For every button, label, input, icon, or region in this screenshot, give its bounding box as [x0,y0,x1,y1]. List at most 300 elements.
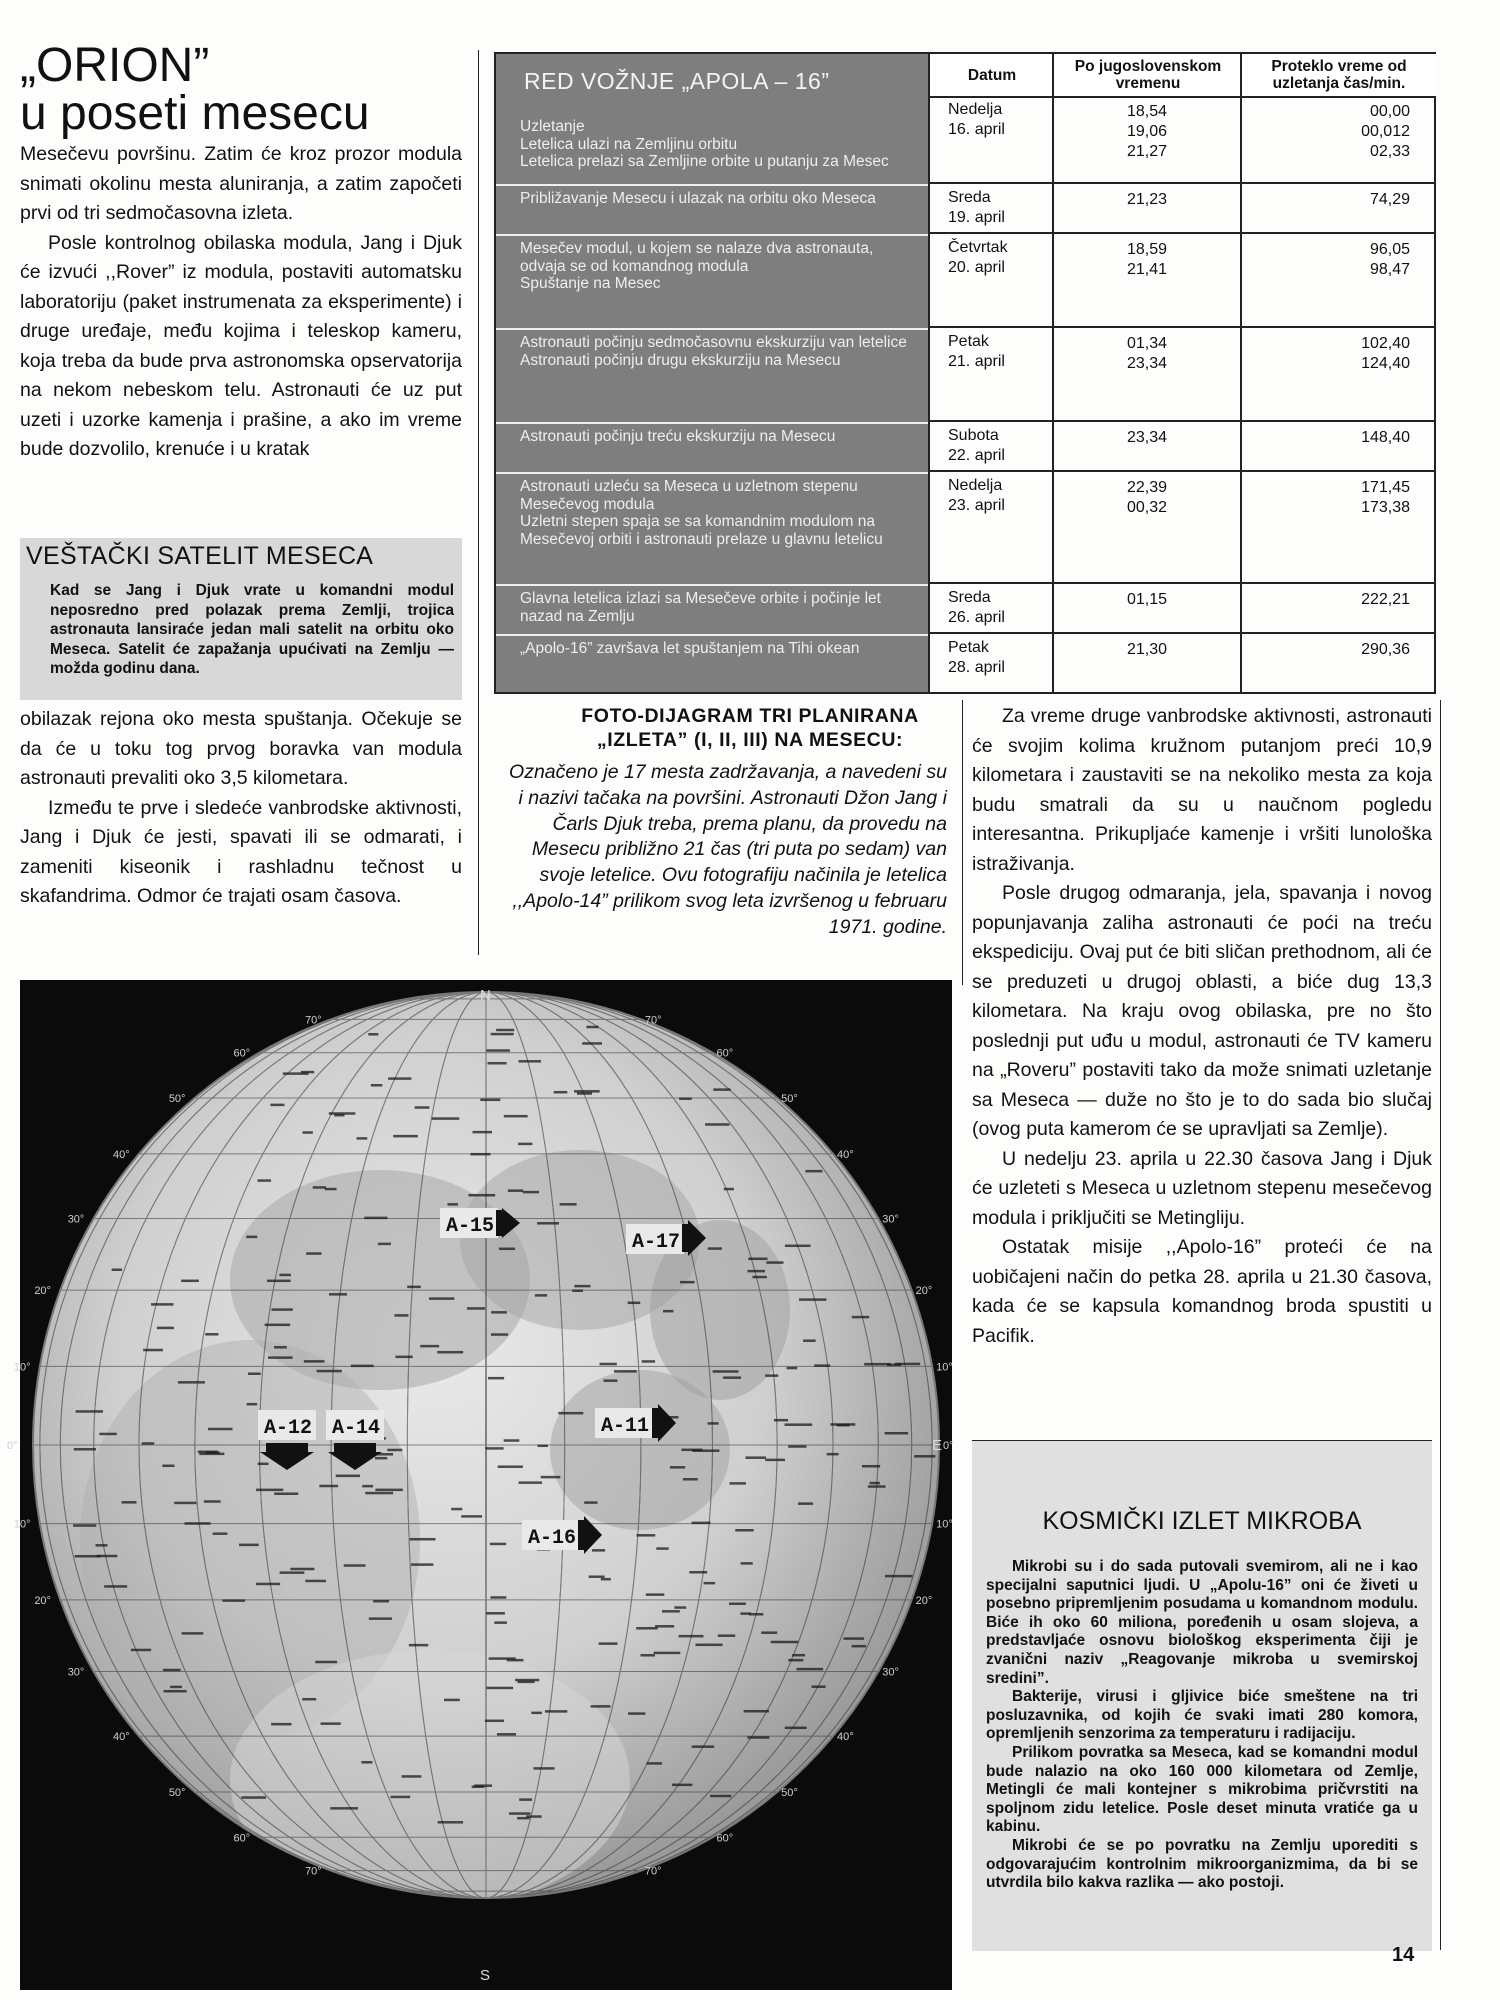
latitude-label: 40° [837,1148,854,1161]
landmark-mark [182,1632,204,1635]
landmark-mark [771,1641,799,1644]
landmark-mark [640,1654,655,1657]
landmark-mark [674,1606,686,1609]
landmark-mark [663,1310,673,1313]
landmark-mark [279,1274,291,1277]
latitude-label: 70° [644,1014,662,1027]
landmark-mark [315,1661,337,1664]
landmark-mark [470,1153,490,1156]
landmark-mark [248,1372,261,1375]
landmark-mark [655,1625,674,1628]
satellite-sidebar [20,538,462,700]
landmark-mark [692,1449,719,1452]
landmark-mark [792,1654,805,1657]
landmark-mark [614,1370,637,1373]
paragraph: Mesečevu površinu. Zatim će kroz prozor modula snimati okolinu mesta aluniranja, a zatim započeti prvi od tri sedmočasovna izleta. [20,143,462,224]
header-yu-time: Po jugoslovenskom vremenu [1052,54,1242,98]
landmark-mark [490,1543,506,1546]
landmark-mark [258,1179,271,1182]
landmark-mark [724,1188,734,1191]
landmark-mark [740,1612,751,1615]
landmark-mark [487,1049,510,1052]
landmark-mark [371,1084,383,1087]
landmark-mark [646,1593,665,1596]
landmark-mark [432,1117,459,1120]
landmark-mark [373,1600,389,1603]
paragraph: Bakterije, virusi i gljivice biće smeštene na tri posluzavnika, od kojih će svaki imati 280 komora, opremljenih senzorima za temperaturu i radijaciju. [986,1688,1418,1743]
landmark-mark [387,1449,402,1452]
date-cell: Petak 21. april [928,328,1052,422]
landmark-mark [290,1568,314,1571]
landmark-mark [796,1668,823,1671]
landmark-mark [143,1349,163,1352]
landmark-mark [407,1286,421,1289]
landmark-mark [519,1481,542,1484]
latitude-label: 50° [781,1787,798,1800]
column-rule [478,50,479,955]
landmark-mark [785,1245,811,1248]
landmark-mark [695,1644,722,1647]
landmark-mark [745,1456,766,1459]
landmark-mark [705,1123,729,1126]
landmark-mark [205,1333,218,1336]
event-column [496,54,928,692]
event-text: Približavanje Mesecu i ulazak na orbitu oko Meseca [520,190,876,207]
landmark-mark [491,1033,514,1036]
time-cell: 18,54 19,06 21,27 [1052,96,1240,184]
landmark-mark [766,1261,783,1264]
article-title [20,39,480,140]
latitude-label: 60° [233,1832,251,1845]
site-label: A-12 [264,1417,313,1440]
landmark-mark [222,1599,245,1602]
landmark-mark [361,1761,372,1764]
event-text: Astronauti uzleću sa Meseca u uzletnom stepenu Mesečevog modula Uzletni stepen spaja se sa komandnim modulom na Mesečevoj orbiti i astronauti prelaze u glavnu letelicu [520,478,883,548]
landmark-mark [468,1194,495,1197]
latitude-label: 20° [915,1594,933,1607]
landmark-mark [599,1642,618,1645]
latitude-label: 30° [882,1666,899,1679]
landmark-mark [504,1439,520,1442]
landmark-mark [461,1515,482,1518]
landmark-mark [885,1575,912,1578]
landmark-mark [267,1280,291,1283]
event-text: „Apolo-16” završava let spuštanjem na Tihi okean [520,640,860,657]
latitude-label: 50° [168,1787,186,1800]
latitude-label: 20° [34,1594,51,1607]
landmark-mark [582,1042,602,1045]
landmark-mark [362,1485,373,1488]
landmark-mark [415,1106,430,1109]
landmark-mark [765,1374,778,1377]
time-cell: 01,34 23,34 [1052,328,1240,422]
paragraph: Za vreme druge vanbrodske aktivnosti, astronauti će svojim kolima kružnom putanjom preći 10,9 kilometara i zaustaviti se na nekoliko mesta za koja budu smatrali da su u naučnom pogledu interesantna. Prikupljaće kamenje i vršiti lunološka istraživanja. [972,705,1432,875]
landmark-mark [837,1424,850,1427]
landmark-mark [76,1410,103,1413]
latitude-label: 30° [882,1213,899,1226]
landmark-mark [329,1293,347,1296]
page-number: 14 [1392,1944,1415,1966]
landmark-mark [642,1360,655,1363]
landmark-mark [843,1637,864,1640]
paragraph: Posle kontrolnog obilaska modula, Jang i Djuk će izvući ,,Rover” iz modula, postaviti automatsku laboratoriju (paket instrumenata za eksperimente) i druge uređaje, među kojima i teleskop kameru, koja treba da bude prva astronomska opservatorija na nekom nebeskom telu. Astronauti će uz put uzeti i uzorke kamenja i prašine, a ako im vreme bude dozvolilo, krenuće i u kratak [20,231,462,460]
landmark-mark [388,1077,411,1080]
landmark-mark [799,1298,826,1301]
landmark-mark [480,1099,500,1102]
schedule-event [496,472,928,586]
column-1-text [20,140,462,465]
elapsed-cell: 00,00 00,012 02,33 [1240,96,1434,184]
site-label: A-16 [528,1527,577,1550]
landmark-mark [157,1327,174,1330]
landmark-mark [369,1617,392,1620]
latitude-label: 70° [305,1014,322,1027]
schedule-event [496,634,928,694]
event-text: Uzletanje Letelica ulazi na Zemljinu orbitu Letelica prelazi sa Zemljine orbite u putanju za Mesec [520,118,889,170]
landmark-mark [713,1370,739,1373]
elapsed-cell: 74,29 [1240,184,1434,234]
microbe-sidebar [972,1440,1432,1951]
landmark-mark [271,1723,291,1726]
landmark-mark [213,1532,228,1535]
landmark-mark [122,1501,137,1504]
landmark-mark [394,1314,408,1317]
landmark-mark [420,1345,439,1348]
time-cell: 21,30 [1052,634,1240,692]
landmark-mark [526,1815,541,1818]
paragraph: Mikrobi su i do sada putovali svemirom, ali ne i kao specijalni saputnici ljudi. U „Apolu-16” oni će živeti u posebno pripremljenim posudama u komandnom modulu. Biće ih oko 60 miliona, poređenih u osam slojeva, a predstavljaće osnovu biološkog eksperimenta čiji je zvanični naziv „Reagovanje mikroba u svemirskoj sredini”. [986,1558,1418,1687]
landmark-mark [375,1489,403,1492]
landmark-mark [411,1563,433,1566]
landmark-mark [438,1821,463,1824]
landmark-mark [256,1489,283,1492]
landmark-mark [395,1356,412,1359]
landmark-mark [104,1585,127,1588]
landmark-mark [491,1333,508,1336]
landmark-mark [604,1379,618,1382]
landmark-mark [270,1104,284,1107]
landmark-mark [185,1522,211,1525]
time-cell: 21,23 [1052,184,1240,234]
landmark-mark [325,1188,337,1191]
landmark-mark [814,1364,830,1367]
landmark-mark [518,1681,535,1684]
landmark-mark [142,1442,155,1445]
landmark-mark [375,1457,387,1460]
title-line-2: u poseti mesecu [20,87,370,140]
landmark-mark [689,1571,707,1574]
landmark-mark [258,1463,269,1466]
landmark-mark [535,1294,547,1297]
landmark-mark [729,1603,746,1606]
landmark-mark [181,1280,199,1283]
paragraph: Ostatak misije ,,Apolo-16” proteći će na uobičajeni način do petka 28. aprila u 21.30 časova, kada će se kapsula komandnog broda spustiti u Pacifik. [972,1236,1432,1347]
landmark-mark [131,1649,151,1652]
date-cell: Subota 22. april [928,422,1052,472]
landmark-mark [560,1203,577,1206]
latitude-label: 10° [13,1518,31,1531]
landmark-mark [162,1465,174,1468]
landmark-mark [268,1356,293,1359]
event-text: Astronauti počinju treću ekskurziju na Mesecu [520,428,836,445]
latitude-label: 40° [112,1148,130,1161]
column-3-text [972,702,1432,1351]
latitude-label: 60° [716,1832,734,1845]
latitude-label: 10° [936,1518,953,1531]
landmark-mark [391,1796,411,1799]
landmark-mark [357,1137,368,1140]
landmark-mark [679,1635,704,1638]
landmark-mark [852,1645,866,1648]
landmark-mark [393,1135,418,1138]
landmark-mark [600,1363,617,1366]
latitude-label: 30° [67,1213,85,1226]
landmark-mark [805,1170,822,1173]
landmark-mark [868,1485,886,1488]
header-elapsed: Proteklo vreme od uzletanja čas/min. [1240,54,1436,98]
landmark-mark [654,1652,681,1655]
latitude-label: 20° [34,1285,51,1298]
landmark-mark [280,1571,305,1574]
landmark-mark [710,1795,731,1798]
header-date: Datum [928,54,1054,98]
landmark-mark [336,1475,360,1478]
landmark-mark [488,1377,504,1380]
landmark-mark [304,1360,325,1363]
landmark-mark [744,1710,769,1713]
paragraph: Posle drugog odmaranja, jela, spavanja i novog popunjavanja zaliha astronauti će poći na treću ekspediciju. Ovaj put će biti sličan prethodnom, ali će se preduzeti u drugoj oblasti, a biće dug 13,3 kilometara. Na kraju ovog obilaska, pre no što poslednji put uđu u modul, astronauti će TV kameru na „Roveru” postaviti tako da može snimati uzletanje sa Meseca — duže no što je to do sada bio slučaj (ovog puta kamerom će se upravljati sa Zemlje). [972,882,1432,1140]
landmark-mark [577,1092,592,1095]
landmark-mark [708,1422,719,1425]
landmark-mark [473,1131,492,1134]
landmark-mark [592,1549,605,1552]
date-cell: Nedelja 23. april [928,472,1052,584]
landmark-mark [451,1508,462,1511]
landmark-mark [589,1575,605,1578]
event-text: Astronauti počinju sedmočasovnu ekskurziju van letelice Astronauti počinju drugu ekskurziju na Mesecu [520,334,907,369]
landmark-mark [628,1302,641,1305]
landmark-mark [241,1796,266,1799]
latitude-label: 50° [168,1092,186,1105]
elapsed-cell: 96,05 98,47 [1240,234,1434,328]
landmark-mark [774,1419,788,1422]
elapsed-cell: 290,36 [1240,634,1434,692]
landmark-mark [670,1466,685,1469]
landmark-mark [485,1720,504,1723]
landmark-mark [271,1308,292,1311]
landmark-mark [538,1445,548,1448]
site-label: A-15 [446,1215,495,1238]
landmark-mark [765,1459,785,1462]
landmark-mark [365,1492,393,1495]
landmark-mark [364,1217,387,1220]
landmark-mark [723,1376,741,1379]
time-cell: 22,39 00,32 [1052,472,1240,584]
elapsed-cell: 171,45 173,38 [1240,472,1434,584]
table-title: RED VOŽNJE „APOLA – 16” [524,68,830,94]
title-line-1: „ORION” [20,39,210,92]
landmark-mark [761,1631,777,1634]
date-cell: Sreda 26. april [928,584,1052,634]
landmark-mark [496,1029,514,1032]
landmark-mark [490,1596,506,1599]
landmark-mark [494,1621,507,1624]
landmark-mark [798,1502,813,1505]
landmark-mark [302,1698,316,1701]
landmark-mark [509,1812,530,1815]
landmark-mark [409,1644,428,1647]
latitude-label: 30° [67,1666,85,1679]
latitude-label: 70° [305,1865,322,1878]
landmark-mark [301,1071,314,1074]
landmark-mark [75,1555,101,1558]
landmark-mark [545,1710,567,1713]
landmark-mark [680,1281,694,1284]
landmark-mark [321,1722,341,1725]
landmark-mark [410,1538,436,1541]
caption-heading-line-2: „IZLETA” (I, II, III) NA MESECU: [596,729,904,751]
paragraph: Mikrobi će se po povratku na Zemlju uporediti s odgovarajućim kontrolnim mikroorganizmima, da bi se utvrdila bilo kakva razlika — ako postoji. [986,1836,1418,1892]
landmark-mark [683,1478,698,1481]
landmark-mark [574,1090,600,1093]
landmark-mark [713,1088,730,1091]
landmark-mark [572,1289,583,1292]
landmark-mark [812,1685,826,1688]
landmark-mark [692,1745,715,1748]
landmark-mark [247,1403,257,1406]
landmark-mark [491,1311,507,1314]
time-cell: 18,59 21,41 [1052,234,1240,328]
landmark-mark [429,1297,454,1300]
landmark-mark [747,1736,769,1739]
landmark-mark [785,1727,807,1730]
landmark-mark [730,1482,746,1485]
landmark-mark [885,1432,909,1435]
latitude-label: 0° [943,1440,954,1452]
schedule-event [496,422,928,474]
landmark-mark [656,1547,668,1550]
landmark-mark [256,1583,280,1586]
landmark-mark [499,1248,515,1251]
landmark-mark [239,1544,259,1547]
landmark-mark [852,1316,869,1319]
landmark-mark [827,1453,839,1456]
column-rule [1440,700,1441,1950]
landmark-mark [504,1115,528,1118]
landmark-mark [246,1236,257,1239]
sidebar-text: Kad se Jang i Djuk vrate u komandni modul neposredno pred polazak prema Zemlji, trojica astronauta lansiraće jedan mali satelit na orbitu oko Meseca. Satelit će zapažanja upućivati na Zemlju — možda godinu dana. [50,582,454,677]
landmark-mark [329,1112,355,1115]
sidebar-heading: VEŠTAČKI SATELIT MESECA [26,542,374,570]
elapsed-cell: 102,40 124,40 [1240,328,1434,422]
latitude-label: 10° [936,1361,953,1374]
landmark-mark [748,1258,767,1261]
paragraph: obilazak rejona oko mesta spuštanja. Očekuje se da će u toku tog prvog boravka van modula astronauti prevaliti oko 3,5 kilometara. [20,708,462,789]
landmark-mark [488,1062,507,1065]
latitude-label: 10° [13,1361,31,1374]
north-label: N [480,987,491,1004]
landmark-mark [319,1485,338,1488]
landmark-mark [507,1659,524,1662]
sidebar-heading: KOSMIČKI IZLET MIKROBA [1042,1507,1362,1535]
landmark-mark [486,1612,505,1615]
landmark-mark [306,1252,321,1255]
east-label: E [932,1437,943,1454]
landmark-mark [586,1026,598,1029]
latitude-label: 70° [644,1865,662,1878]
landmark-mark [679,1097,692,1100]
landmark-mark [303,1131,313,1134]
moon-photo-diagram [7,980,954,1990]
landmark-mark [437,1351,463,1354]
landmark-mark [531,1712,542,1715]
landmark-mark [472,1786,485,1789]
landmark-mark [178,1381,205,1384]
event-text: Glavna letelica izlazi sa Mesečeve orbite i počinje let nazad na Zemlju [520,590,881,625]
landmark-mark [519,1060,541,1063]
landmark-mark [788,1445,806,1448]
landmark-mark [519,1798,532,1801]
date-cell: Četvrtak 20. april [928,234,1052,328]
landmark-mark [749,1613,763,1616]
landmark-mark [692,1522,711,1525]
column-1-continued [20,705,462,912]
landmark-mark [523,1191,539,1194]
landmark-mark [591,1705,611,1708]
landmark-mark [170,1686,182,1689]
paragraph: Između te prve i sledeće vanbrodske aktivnosti, Jang i Djuk će jesti, spavati ili se odmarati, i zameniti kiseonik i rashladnu tečnost u skafandrima. Odmor će trajati osam časova. [20,796,462,907]
landmark-mark [204,1500,221,1503]
landmark-mark [163,1669,181,1672]
landmark-mark [787,1367,798,1370]
landmark-mark [508,1189,523,1192]
landmark-mark [672,1784,692,1787]
landmark-mark [368,1033,378,1036]
landmark-mark [887,1364,901,1367]
site-label: A-14 [332,1417,381,1440]
date-cell: Nedelja 16. april [928,96,1052,184]
sidebar-text [986,1558,1418,1893]
landmark-mark [378,1243,391,1246]
landmark-mark [174,1502,196,1505]
landmark-mark [518,1143,532,1146]
schedule-event [496,584,928,636]
landmark-mark [274,1346,287,1349]
landmark-mark [647,1762,662,1765]
landmark-mark [914,1455,935,1458]
landmark-mark [151,1303,173,1306]
landmark-mark [487,1687,514,1690]
landmark-mark [537,1222,559,1225]
landmark-mark [637,1534,656,1537]
date-cell: Sreda 19. april [928,184,1052,234]
landmark-mark [662,1610,680,1613]
landmark-mark [448,1203,459,1206]
landmark-mark [330,1807,358,1810]
time-cell: 01,15 [1052,584,1240,634]
landmark-mark [785,1423,813,1426]
caption-body: Označeno je 17 mesta zadržavanja, a navedeni su i nazivi tačaka na površini. Astronauti Džon Jang i Čarls Djuk treba, prema planu, da provedu na Mesecu približno 21 čas (tri puta po sedam) van svoje letelice. Ovu fotografiju načinila je letelica ,,Apolo-14” prilikom svog leta izvršenog u februaru 1971. godine. [509,761,947,938]
latitude-label: 50° [781,1092,798,1105]
schedule-event [496,184,928,236]
landmark-mark [584,1501,597,1504]
landmark-mark [498,1465,523,1468]
elapsed-cell: 222,21 [1240,584,1434,634]
landmark-mark [636,1627,658,1630]
landmark-mark [198,1451,218,1454]
elapsed-cell: 148,40 [1240,422,1434,472]
landmark-mark [574,1285,590,1288]
